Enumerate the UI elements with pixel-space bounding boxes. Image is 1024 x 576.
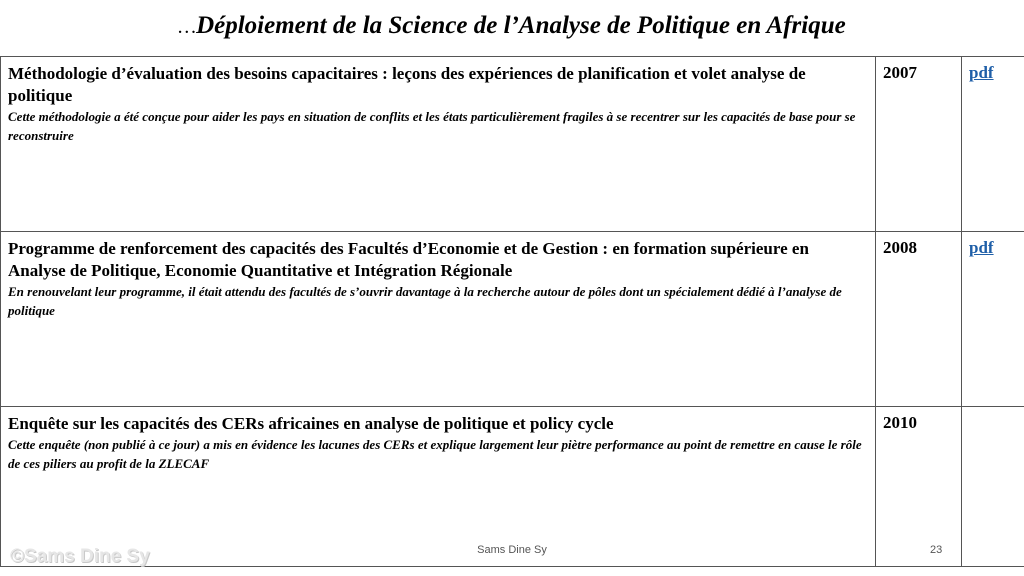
year-cell	[876, 57, 962, 232]
link-cell	[962, 407, 1024, 567]
item-title: Méthodologie d’évaluation des besoins capacitaires : leçons des expériences de planification et volet analyse de politique	[8, 64, 806, 105]
item-title: Programme de renforcement des capacités des Facultés d’Economie et de Gestion : en formation supérieure en Analyse de Politique, Economie Quantitative et Intégration Régionale	[8, 239, 809, 280]
description-cell	[1, 407, 876, 567]
table-row	[1, 57, 1024, 232]
publications-table	[0, 56, 1024, 567]
item-year: 2007	[883, 63, 917, 82]
item-description: En renouvelant leur programme, il était attendu des facultés de s’ouvrir davantage à la recherche autour de pôles dont un spécialement dédié à l’analyse de politique	[8, 284, 842, 318]
watermark: ©Sams Dine Sy	[10, 546, 150, 567]
link-cell	[962, 57, 1024, 232]
item-year: 2010	[883, 413, 917, 432]
item-description: Cette méthodologie a été conçue pour aider les pays en situation de conflits et les états particulièrement fragiles à se recentrer sur les capacités de base pour se reconstruire	[8, 109, 856, 143]
title-ellipsis: …	[178, 16, 197, 38]
item-year: 2008	[883, 238, 917, 257]
table-row	[1, 407, 1024, 567]
year-cell	[876, 232, 962, 407]
title-text: Déploiement de la Science de l’Analyse de Politique en Afrique	[196, 12, 846, 39]
footer-author: Sams Dine Sy	[477, 544, 547, 556]
description-cell	[1, 57, 876, 232]
slide-title	[0, 12, 1024, 40]
pdf-link[interactable]: pdf	[969, 238, 994, 257]
pdf-link[interactable]: pdf	[969, 63, 994, 82]
page-number: 23	[930, 544, 943, 556]
item-title: Enquête sur les capacités des CERs africaines en analyse de politique et policy cycle	[8, 414, 614, 433]
year-cell	[876, 407, 962, 567]
table-row	[1, 232, 1024, 407]
link-cell	[962, 232, 1024, 407]
item-description: Cette enquête (non publié à ce jour) a mis en évidence les lacunes des CERs et explique largement leur piètre performance au point de remettre en cause le rôle de ces piliers au profit de la ZLECAF	[8, 437, 862, 471]
description-cell	[1, 232, 876, 407]
